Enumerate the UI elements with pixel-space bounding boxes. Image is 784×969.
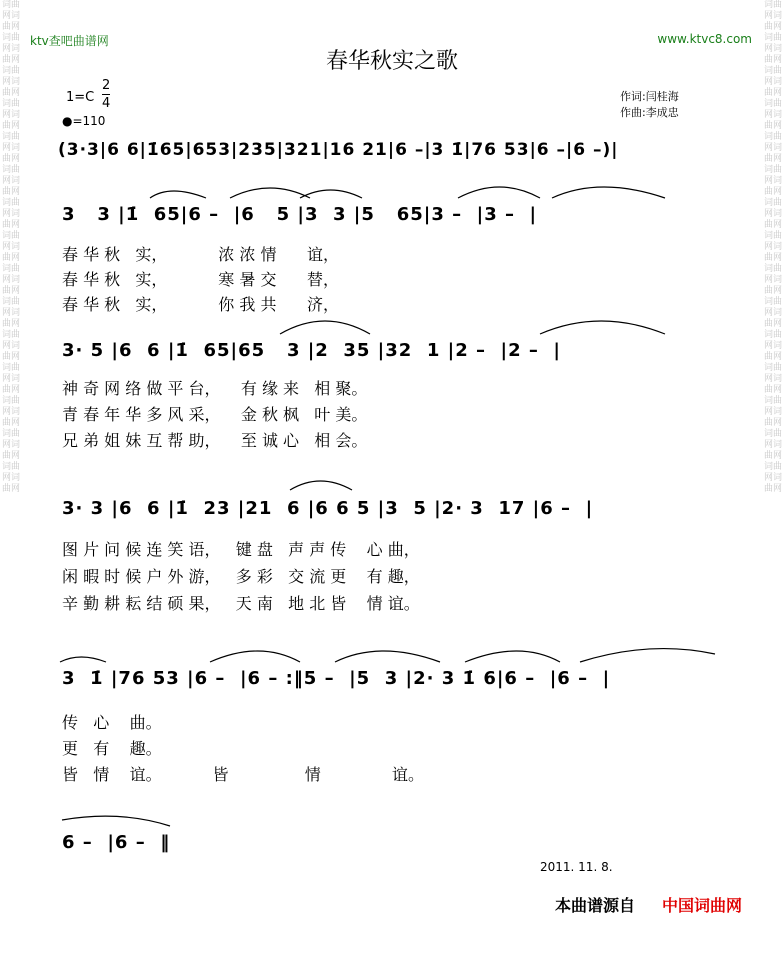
system-2-notes: 3· 5 |6 6 |1̇ 65|65 3 |2 35 |32 1 |2 – |2 – | bbox=[62, 340, 562, 361]
system-3-lyric-2: 闲 暇 时 候 户 外 游， 多 彩 交 流 更 有 趣， bbox=[62, 567, 420, 586]
slur-arc bbox=[150, 191, 206, 198]
system-4-lyric-2: 更 有 趣。 bbox=[62, 739, 162, 758]
system-4-lyric-3: 皆 情 谊。 皆 情 谊。 bbox=[62, 765, 424, 784]
slur-arc bbox=[290, 481, 352, 490]
slur-arc bbox=[62, 816, 170, 826]
meter-top: 2 bbox=[102, 78, 111, 93]
system-1-lyric-2: 春 华 秋 实， 寒 暑 交 替， bbox=[62, 270, 339, 289]
slur-arc bbox=[580, 649, 715, 662]
footer-source-label: 本曲谱源自 bbox=[555, 896, 636, 915]
tempo-value: =110 bbox=[72, 114, 106, 128]
slur-arc bbox=[60, 657, 106, 662]
slur-arc bbox=[300, 190, 362, 198]
slur-arc bbox=[335, 651, 440, 662]
half-note-icon: ● bbox=[62, 114, 73, 128]
meter-bottom: 4 bbox=[102, 96, 111, 111]
left-watermark: 词曲网词曲网词曲网词曲网词曲网词曲网词曲网词曲网词曲网词曲网词曲网词曲网词曲网词曲网词曲网词曲网词曲网词曲网词曲网词曲网词曲网词曲网词曲网词曲网词曲网词曲网词曲网词曲网词曲网词曲网 bbox=[2, 0, 20, 494]
slur-arc bbox=[465, 651, 560, 662]
key-signature: 1=C bbox=[66, 90, 95, 105]
lyricist-credit: 作词:闫桂海 bbox=[620, 90, 679, 103]
system-1-notes: 3 3 |1̇ 65|6 – |6 5 |3 3 |5 65|3 – |3 – | bbox=[62, 204, 538, 225]
composer-credit: 作曲:李成忠 bbox=[620, 106, 679, 119]
system-4-notes: 3 1̇ |76 53 |6 – |6 – :‖5 – |5 3 |2· 3 1̇ 6|6 – |6 – | bbox=[62, 668, 611, 689]
slur-arc bbox=[540, 321, 665, 334]
intro-notation: (3·3|6 6|1̇65|653|235|321|16 21|6 –|3 1̇|76 53|6 –|6 –)| bbox=[58, 140, 619, 160]
right-watermark: 词曲网词曲网词曲网词曲网词曲网词曲网词曲网词曲网词曲网词曲网词曲网词曲网词曲网词曲网词曲网词曲网词曲网词曲网词曲网词曲网词曲网词曲网词曲网词曲网词曲网词曲网词曲网词曲网词曲网词曲网 bbox=[764, 0, 782, 494]
song-title: 春华秋实之歌 bbox=[325, 49, 458, 74]
system-3-lyric-1: 图 片 问 候 连 笑 语， 键 盘 声 声 传 心 曲， bbox=[62, 540, 420, 559]
system-3-notes: 3· 3 |6 6 |1̇ 23 |21 6 |6 6 5 |3 5 |2· 3 17 |6 – | bbox=[62, 498, 594, 519]
header-right-site[interactable]: www.ktvc8.com bbox=[657, 32, 752, 46]
system-2-lyric-3: 兄 弟 姐 妹 互 帮 助， 至 诚 心 相 会。 bbox=[62, 431, 368, 450]
header-left-site[interactable]: ktv查吧曲谱网 bbox=[30, 34, 109, 48]
slur-arc bbox=[280, 321, 370, 334]
slur-arc bbox=[230, 188, 310, 198]
system-1-lyric-3: 春 华 秋 实， 你 我 共 济， bbox=[62, 295, 339, 314]
date-stamp: 2011. 11. 8. bbox=[540, 860, 613, 874]
system-2-lyric-2: 青 春 年 华 多 风 采， 金 秋 枫 叶 美。 bbox=[62, 405, 368, 424]
system-2-lyric-1: 神 奇 网 络 做 平 台， 有 缘 来 相 聚。 bbox=[62, 379, 368, 398]
slur-arc bbox=[210, 651, 300, 662]
system-5-notes: 6 – |6 – ‖ bbox=[62, 832, 171, 853]
slur-arc bbox=[552, 187, 665, 198]
system-3-lyric-3: 辛 勤 耕 耘 结 硕 果， 天 南 地 北 皆 情 谊。 bbox=[62, 594, 420, 613]
system-4-lyric-1: 传 心 曲。 bbox=[62, 713, 162, 732]
slur-arc bbox=[458, 187, 540, 198]
system-1-lyric-1: 春 华 秋 实， 浓 浓 情 谊， bbox=[62, 245, 339, 264]
footer-source-site[interactable]: 中国词曲网 bbox=[662, 896, 743, 915]
